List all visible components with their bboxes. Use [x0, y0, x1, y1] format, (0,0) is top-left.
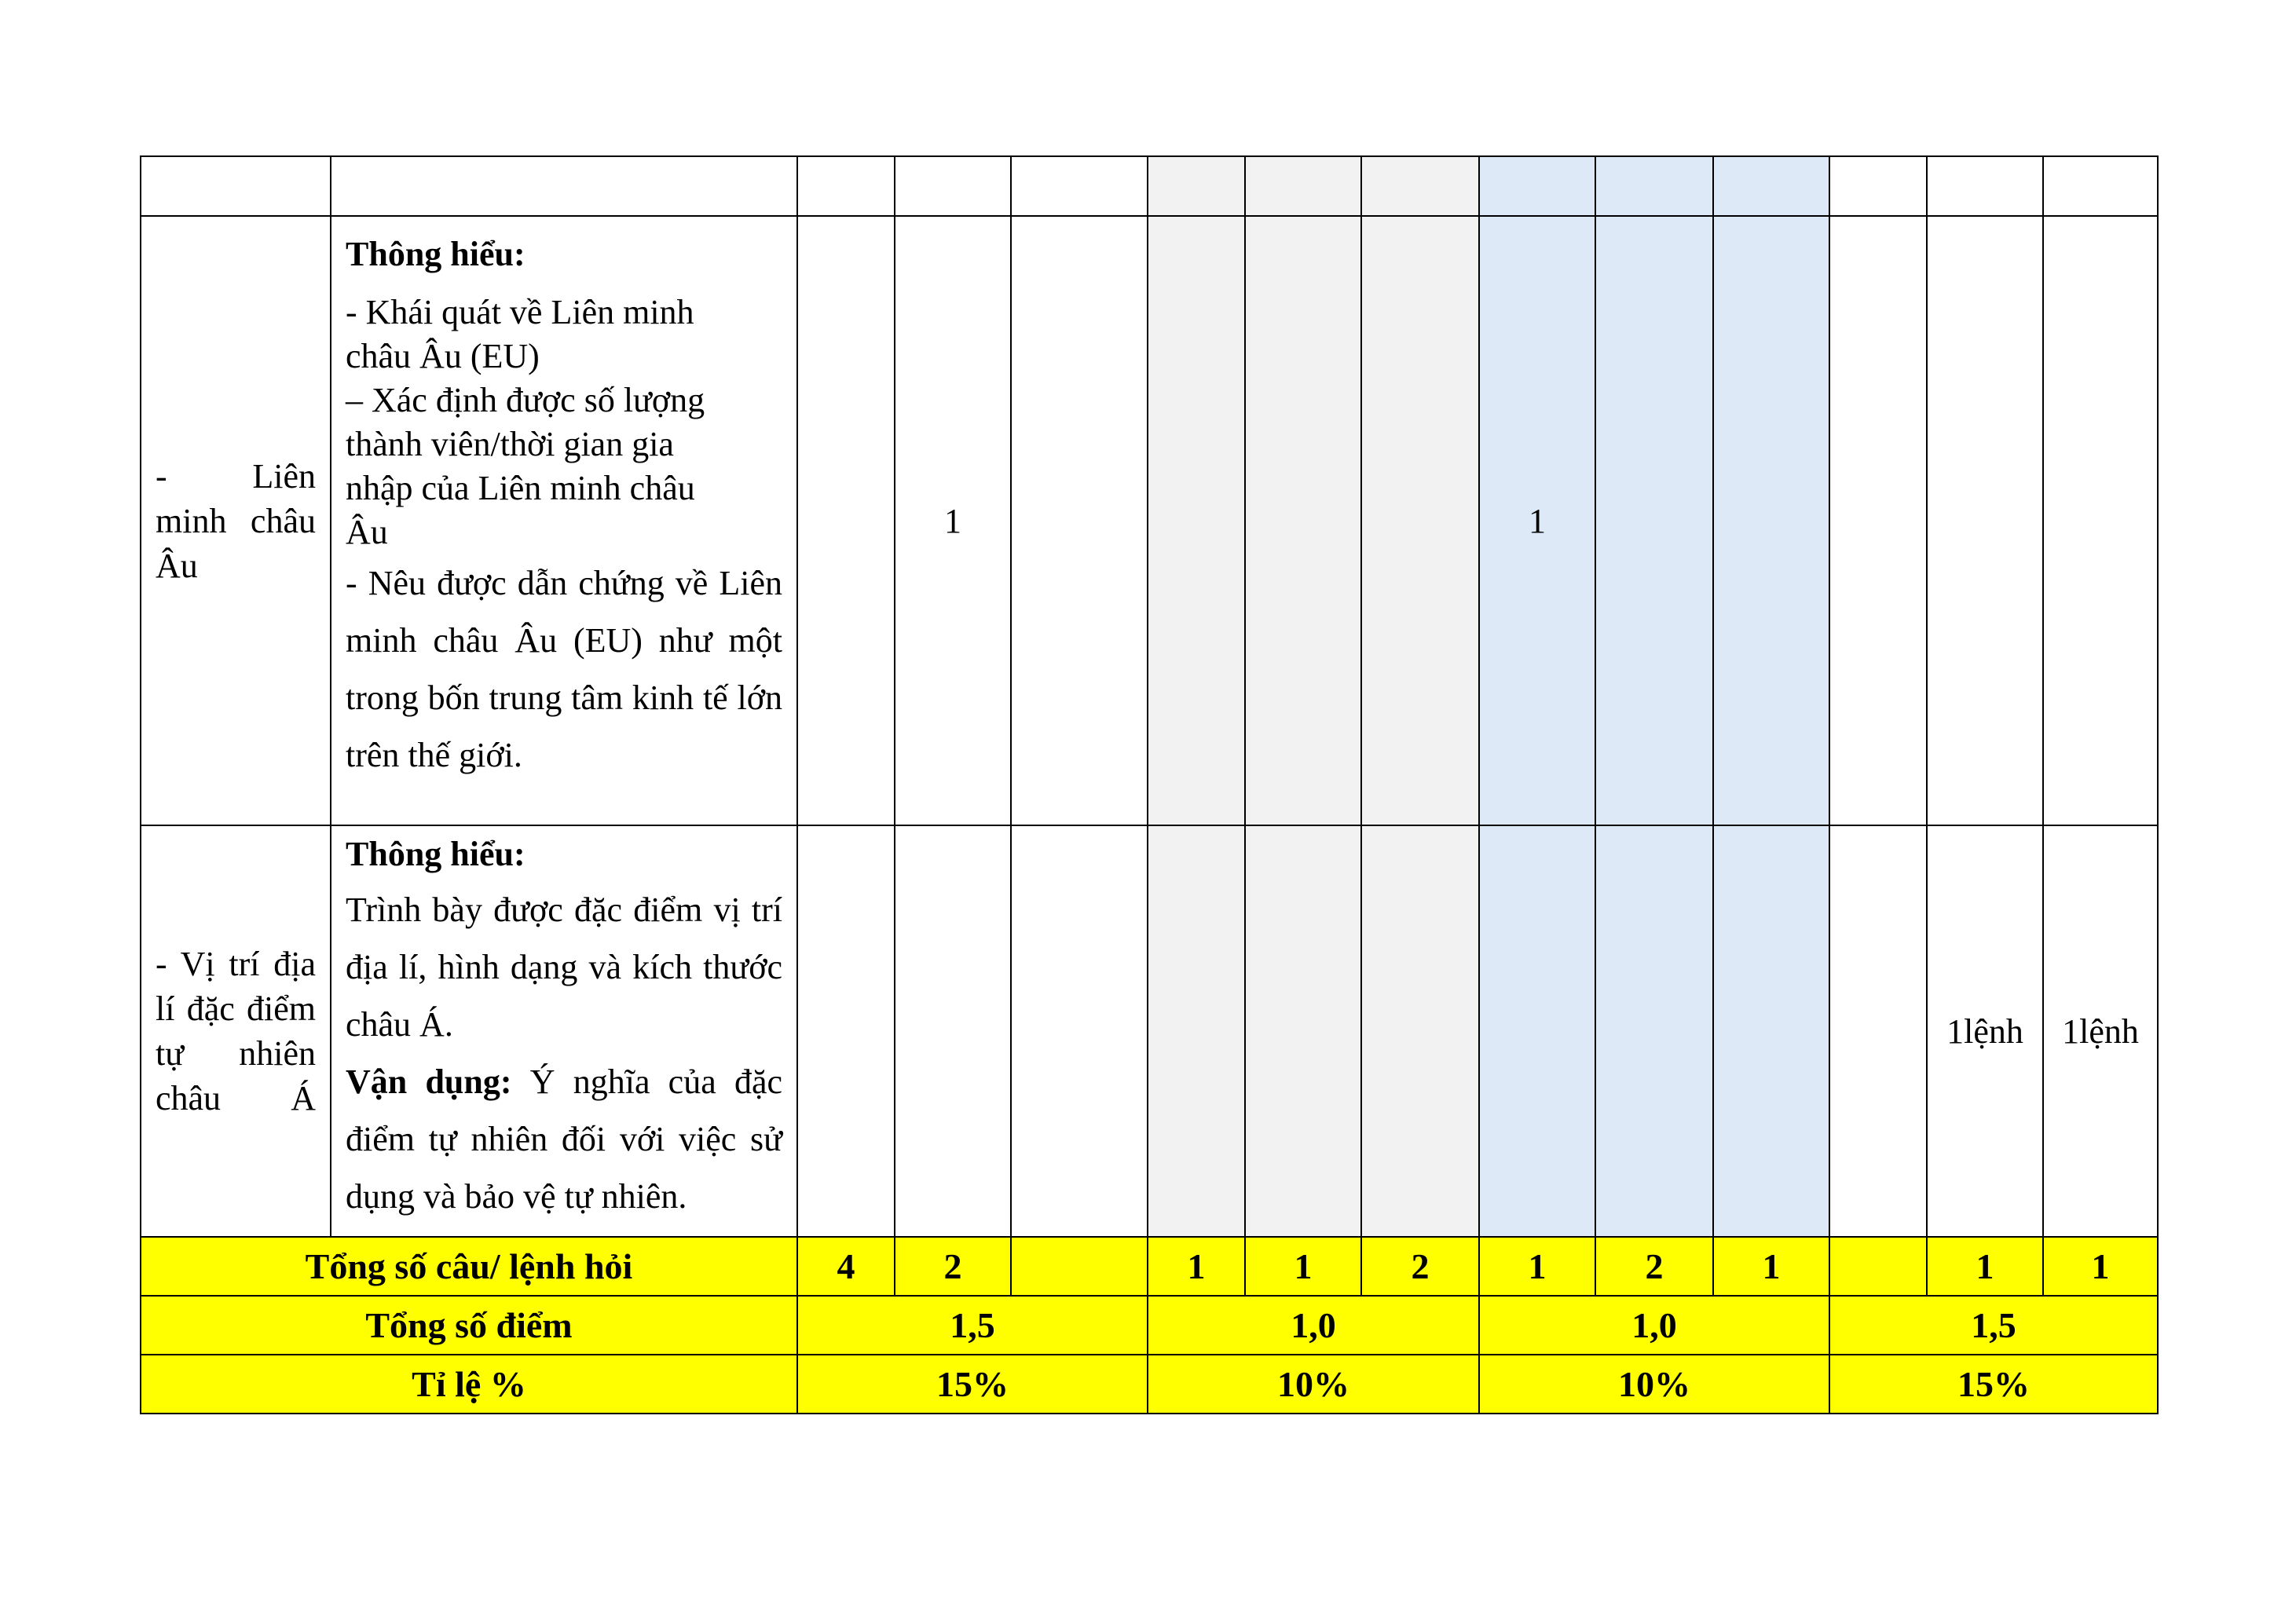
count-cell: 1lệnh	[2043, 825, 2158, 1237]
blank-cell	[1148, 156, 1245, 216]
topic-cell-asia: - Vị trí địa lí đặc điểm tự nhiên châu Á	[141, 825, 331, 1237]
total-points-cell: 1,5	[1829, 1296, 2158, 1355]
percent-label: Tỉ lệ %	[141, 1355, 797, 1414]
cell	[1829, 216, 1927, 825]
blank-cell	[1361, 156, 1479, 216]
cell	[1927, 216, 2043, 825]
blank-cell	[797, 156, 895, 216]
blank-cell	[1927, 156, 2043, 216]
cell	[1148, 825, 1245, 1237]
blank-cell	[1245, 156, 1361, 216]
desc-text: Ý nghĩa của đặc điểm tự nhiên đối với việc sử dụng và bảo vệ tự nhiên.	[346, 1063, 783, 1216]
total-question-cell: 1	[1713, 1237, 1829, 1296]
cell	[1595, 825, 1713, 1237]
cell	[1479, 825, 1595, 1237]
percent-cell: 10%	[1479, 1355, 1829, 1414]
desc-heading: Thông hiểu:	[346, 835, 525, 873]
total-points-label: Tổng số điểm	[141, 1296, 797, 1355]
total-question-cell	[1011, 1237, 1148, 1296]
cell	[1011, 825, 1148, 1237]
desc-line: – Xác định được số lượng	[346, 381, 705, 419]
count-cell: 1	[895, 216, 1011, 825]
cell	[1713, 216, 1829, 825]
total-question-cell: 4	[797, 1237, 895, 1296]
cell	[1829, 825, 1927, 1237]
topic-cell-eu: - Liên minh châu Âu	[141, 216, 331, 825]
desc-paragraph: - Nêu được dẫn chứng về Liên minh châu Âu (EU) như một trong bốn trung tâm kinh tế lớn trên thế giới.	[346, 564, 782, 774]
cell	[895, 825, 1011, 1237]
blank-cell	[1595, 156, 1713, 216]
total-question-cell: 2	[1361, 1237, 1479, 1296]
row-asia	[141, 825, 2158, 1237]
cell	[1361, 216, 1479, 825]
description-cell-asia	[331, 825, 797, 1237]
cell	[1595, 216, 1713, 825]
blank-cell	[331, 156, 797, 216]
blank-cell	[1713, 156, 1829, 216]
count-cell: 1lệnh	[1927, 825, 2043, 1237]
row-percent	[141, 1355, 2158, 1414]
cell	[1361, 825, 1479, 1237]
row-eu	[141, 216, 2158, 825]
desc-paragraph: Trình bày được đặc điểm vị trí địa lí, hình dạng và kích thước châu Á.	[346, 891, 782, 1044]
cell	[1148, 216, 1245, 825]
percent-cell: 10%	[1148, 1355, 1479, 1414]
cell	[797, 216, 895, 825]
cell	[2043, 216, 2158, 825]
cell	[1245, 216, 1361, 825]
blank-row	[141, 156, 2158, 216]
desc-line: châu Âu (EU)	[346, 337, 540, 375]
total-question-cell: 1	[1479, 1237, 1595, 1296]
percent-cell: 15%	[1829, 1355, 2158, 1414]
total-question-cell: 1	[1927, 1237, 2043, 1296]
desc-paragraph-apply	[346, 1053, 782, 1225]
total-points-cell: 1,0	[1148, 1296, 1479, 1355]
total-question-cell: 2	[895, 1237, 1011, 1296]
total-question-cell: 1	[1245, 1237, 1361, 1296]
total-questions-label: Tổng số câu/ lệnh hỏi	[141, 1237, 797, 1296]
blank-cell	[141, 156, 331, 216]
cell	[1245, 825, 1361, 1237]
description-cell-eu	[331, 216, 797, 825]
count-cell: 1	[1479, 216, 1595, 825]
desc-heading-apply: Vận dụng:	[346, 1063, 512, 1101]
row-total-points	[141, 1296, 2158, 1355]
total-question-cell: 2	[1595, 1237, 1713, 1296]
blank-cell	[1479, 156, 1595, 216]
assessment-matrix-table	[140, 155, 2159, 1414]
desc-line: Âu	[346, 513, 388, 551]
cell	[1713, 825, 1829, 1237]
blank-cell	[2043, 156, 2158, 216]
total-question-cell: 1	[2043, 1237, 2158, 1296]
row-total-questions	[141, 1237, 2158, 1296]
cell	[1011, 216, 1148, 825]
desc-heading: Thông hiểu:	[346, 235, 525, 273]
percent-cell: 15%	[797, 1355, 1148, 1414]
desc-line: nhập của Liên minh châu	[346, 469, 695, 507]
total-points-cell: 1,5	[797, 1296, 1148, 1355]
total-question-cell: 1	[1148, 1237, 1245, 1296]
total-question-cell	[1829, 1237, 1927, 1296]
blank-cell	[1011, 156, 1148, 216]
blank-cell	[895, 156, 1011, 216]
cell	[797, 825, 895, 1237]
blank-cell	[1829, 156, 1927, 216]
total-points-cell: 1,0	[1479, 1296, 1829, 1355]
desc-line: - Khái quát về Liên minh	[346, 293, 694, 331]
desc-line: thành viên/thời gian gia	[346, 425, 674, 463]
